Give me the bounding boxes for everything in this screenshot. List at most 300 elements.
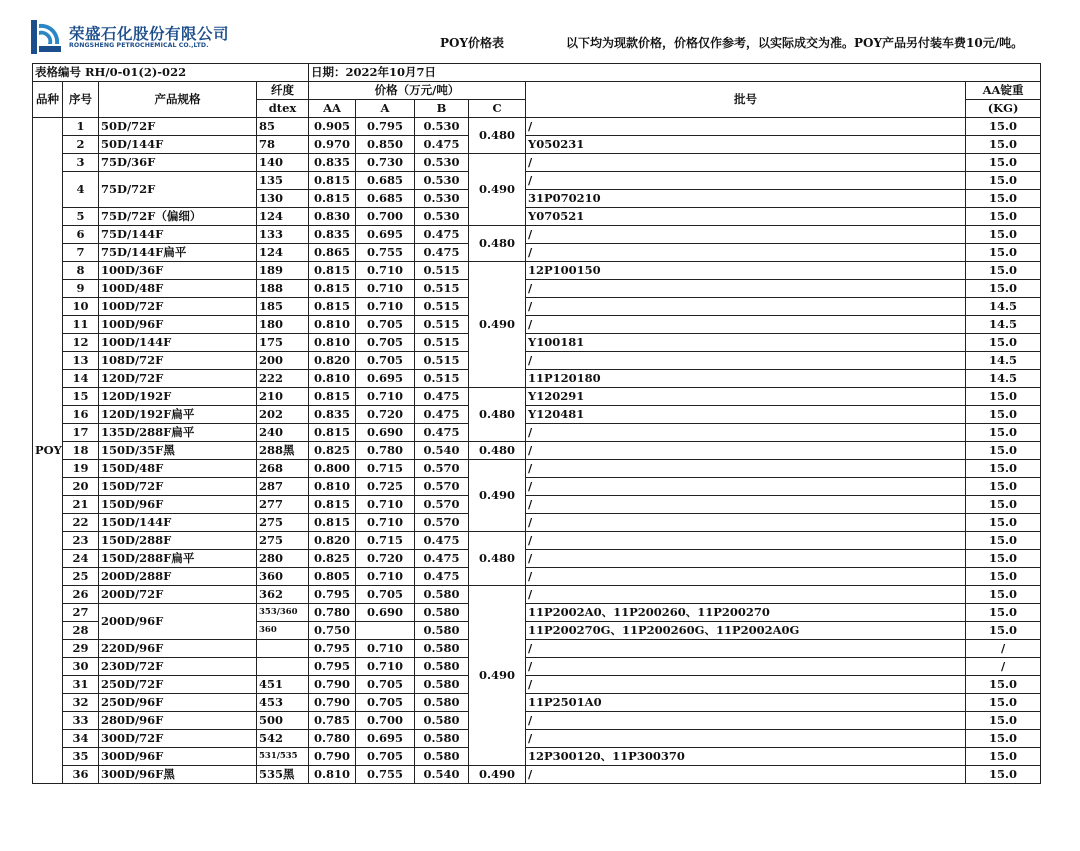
col-price: 价格（万元/吨） [309, 82, 526, 100]
price-a-cell: 0.705 [356, 748, 415, 766]
seq-cell: 32 [63, 694, 99, 712]
table-row [33, 658, 1041, 676]
weight-cell: 15.0 [966, 514, 1041, 532]
spec-cell: 75D/72F（偏细） [99, 208, 257, 226]
batch-cell: / [526, 442, 966, 460]
dtex-cell: 275 [257, 514, 309, 532]
price-aa-cell: 0.800 [309, 460, 356, 478]
spec-cell: 108D/72F [99, 352, 257, 370]
weight-cell: 15.0 [966, 532, 1041, 550]
price-a-cell: 0.685 [356, 190, 415, 208]
price-b-cell: 0.515 [415, 370, 469, 388]
batch-cell: / [526, 352, 966, 370]
dtex-cell: 140 [257, 154, 309, 172]
spec-cell: 120D/192F [99, 388, 257, 406]
seq-cell: 36 [63, 766, 99, 784]
table-row [33, 262, 1041, 280]
table-row [33, 172, 1041, 190]
weight-cell: 15.0 [966, 154, 1041, 172]
price-b-cell: 0.580 [415, 748, 469, 766]
price-a-cell: 0.720 [356, 550, 415, 568]
batch-cell: / [526, 460, 966, 478]
weight-cell: 15.0 [966, 460, 1041, 478]
price-b-cell: 0.515 [415, 280, 469, 298]
batch-cell: / [526, 280, 966, 298]
seq-cell: 33 [63, 712, 99, 730]
price-a-cell: 0.710 [356, 388, 415, 406]
seq-cell: 19 [63, 460, 99, 478]
spec-cell: 150D/72F [99, 478, 257, 496]
col-denier: 纤度 [257, 82, 309, 100]
company-name-en: RONGSHENG PETROCHEMICAL CO.,LTD. [69, 42, 209, 49]
batch-cell: Y070521 [526, 208, 966, 226]
weight-cell: 15.0 [966, 262, 1041, 280]
seq-cell: 4 [63, 172, 99, 208]
weight-cell: 15.0 [966, 766, 1041, 784]
dtex-cell: 353/360 [257, 604, 309, 622]
price-aa-cell: 0.810 [309, 766, 356, 784]
table-row [33, 604, 1041, 622]
spec-cell: 100D/96F [99, 316, 257, 334]
price-b-cell: 0.580 [415, 658, 469, 676]
price-b-cell: 0.475 [415, 136, 469, 154]
col-denier-unit: dtex [257, 100, 309, 118]
spec-cell: 150D/144F [99, 514, 257, 532]
price-b-cell: 0.475 [415, 550, 469, 568]
price-aa-cell: 0.750 [309, 622, 356, 640]
batch-cell: / [526, 478, 966, 496]
weight-cell: 15.0 [966, 712, 1041, 730]
batch-cell: / [526, 424, 966, 442]
price-a-cell: 0.700 [356, 208, 415, 226]
dtex-cell: 287 [257, 478, 309, 496]
table-row [33, 208, 1041, 226]
seq-cell: 23 [63, 532, 99, 550]
dtex-cell: 268 [257, 460, 309, 478]
seq-cell: 25 [63, 568, 99, 586]
dtex-cell [257, 658, 309, 676]
price-aa-cell: 0.835 [309, 154, 356, 172]
seq-cell: 20 [63, 478, 99, 496]
dtex-cell: 275 [257, 532, 309, 550]
price-a-cell: 0.850 [356, 136, 415, 154]
table-row [33, 316, 1041, 334]
price-a-cell: 0.755 [356, 244, 415, 262]
page-title: POY价格表 [440, 36, 505, 50]
weight-cell: 15.0 [966, 334, 1041, 352]
spec-cell: 300D/96F黑 [99, 766, 257, 784]
price-a-cell: 0.690 [356, 604, 415, 622]
table-row [33, 586, 1041, 604]
company-name-cn: 荣盛石化股份有限公司 [69, 25, 230, 43]
price-aa-cell: 0.780 [309, 604, 356, 622]
weight-cell: 15.0 [966, 442, 1041, 460]
price-b-cell: 0.530 [415, 172, 469, 190]
batch-cell: Y050231 [526, 136, 966, 154]
dtex-cell: 500 [257, 712, 309, 730]
col-weight: AA锭重 [966, 82, 1041, 100]
table-row [33, 478, 1041, 496]
table-row [33, 550, 1041, 568]
price-aa-cell: 0.835 [309, 406, 356, 424]
price-aa-cell: 0.795 [309, 640, 356, 658]
price-a-cell: 0.690 [356, 424, 415, 442]
price-notice: 以下均为现款价格，价格仅作参考，以实际成交为准。POY产品另付装车费10元/吨。 [566, 36, 1024, 50]
col-b: B [415, 100, 469, 118]
price-b-cell: 0.515 [415, 334, 469, 352]
price-b-cell: 0.580 [415, 676, 469, 694]
variety-cell: POY [33, 118, 63, 784]
price-b-cell: 0.580 [415, 694, 469, 712]
price-a-cell: 0.685 [356, 172, 415, 190]
price-a-cell: 0.710 [356, 514, 415, 532]
batch-cell: Y120291 [526, 388, 966, 406]
spec-cell: 150D/96F [99, 496, 257, 514]
price-c-cell: 0.490 [469, 766, 526, 784]
form-number: 表格编号 RH/0-01(2)-022 [33, 64, 309, 82]
spec-cell: 280D/96F [99, 712, 257, 730]
price-a-cell: 0.715 [356, 532, 415, 550]
dtex-cell: 288黑 [257, 442, 309, 460]
dtex-cell: 202 [257, 406, 309, 424]
batch-cell: / [526, 154, 966, 172]
weight-cell: 15.0 [966, 586, 1041, 604]
table-row [33, 388, 1041, 406]
batch-cell: 11P200270G、11P200260G、11P2002A0G [526, 622, 966, 640]
dtex-cell: 542 [257, 730, 309, 748]
form-info-row [33, 64, 1041, 82]
price-aa-cell: 0.780 [309, 730, 356, 748]
table-row [33, 748, 1041, 766]
price-aa-cell: 0.795 [309, 658, 356, 676]
price-a-cell [356, 622, 415, 640]
weight-cell: 15.0 [966, 478, 1041, 496]
price-a-cell: 0.710 [356, 280, 415, 298]
seq-cell: 18 [63, 442, 99, 460]
spec-cell: 50D/72F [99, 118, 257, 136]
price-aa-cell: 0.815 [309, 514, 356, 532]
col-variety: 品种 [33, 82, 63, 118]
price-c-cell: 0.480 [469, 442, 526, 460]
seq-cell: 8 [63, 262, 99, 280]
table-row [33, 712, 1041, 730]
price-a-cell: 0.710 [356, 658, 415, 676]
price-b-cell: 0.515 [415, 316, 469, 334]
price-table [32, 63, 1041, 784]
seq-cell: 30 [63, 658, 99, 676]
weight-cell: 15.0 [966, 622, 1041, 640]
price-aa-cell: 0.815 [309, 298, 356, 316]
seq-cell: 9 [63, 280, 99, 298]
dtex-cell: 130 [257, 190, 309, 208]
weight-cell: 15.0 [966, 694, 1041, 712]
price-aa-cell: 0.970 [309, 136, 356, 154]
batch-cell: / [526, 514, 966, 532]
seq-cell: 12 [63, 334, 99, 352]
price-a-cell: 0.780 [356, 442, 415, 460]
weight-cell: 15.0 [966, 424, 1041, 442]
price-aa-cell: 0.815 [309, 262, 356, 280]
dtex-cell: 222 [257, 370, 309, 388]
seq-cell: 31 [63, 676, 99, 694]
price-aa-cell: 0.810 [309, 478, 356, 496]
table-row [33, 496, 1041, 514]
price-a-cell: 0.705 [356, 694, 415, 712]
seq-cell: 29 [63, 640, 99, 658]
price-b-cell: 0.515 [415, 298, 469, 316]
seq-cell: 3 [63, 154, 99, 172]
dtex-cell: 360 [257, 568, 309, 586]
table-row [33, 298, 1041, 316]
price-b-cell: 0.475 [415, 532, 469, 550]
dtex-cell: 133 [257, 226, 309, 244]
price-aa-cell: 0.815 [309, 280, 356, 298]
table-row [33, 118, 1041, 136]
seq-cell: 14 [63, 370, 99, 388]
weight-cell: 15.0 [966, 388, 1041, 406]
spec-cell: 120D/72F [99, 370, 257, 388]
spec-cell: 150D/35F黑 [99, 442, 257, 460]
price-aa-cell: 0.810 [309, 334, 356, 352]
price-aa-cell: 0.790 [309, 676, 356, 694]
dtex-cell: 210 [257, 388, 309, 406]
seq-cell: 7 [63, 244, 99, 262]
price-aa-cell: 0.820 [309, 352, 356, 370]
price-b-cell: 0.530 [415, 208, 469, 226]
seq-cell: 10 [63, 298, 99, 316]
dtex-cell: 175 [257, 334, 309, 352]
dtex-cell: 451 [257, 676, 309, 694]
seq-cell: 26 [63, 586, 99, 604]
batch-cell: / [526, 676, 966, 694]
dtex-cell: 78 [257, 136, 309, 154]
seq-cell: 5 [63, 208, 99, 226]
weight-cell: 15.0 [966, 244, 1041, 262]
weight-cell: 15.0 [966, 748, 1041, 766]
price-aa-cell: 0.905 [309, 118, 356, 136]
seq-cell: 6 [63, 226, 99, 244]
weight-cell: 14.5 [966, 316, 1041, 334]
table-row [33, 766, 1041, 784]
batch-cell: Y100181 [526, 334, 966, 352]
table-row [33, 334, 1041, 352]
table-row [33, 514, 1041, 532]
dtex-cell: 185 [257, 298, 309, 316]
weight-cell: 15.0 [966, 280, 1041, 298]
spec-cell: 120D/192F扁平 [99, 406, 257, 424]
spec-cell: 75D/72F [99, 172, 257, 208]
price-aa-cell: 0.815 [309, 388, 356, 406]
batch-cell: / [526, 568, 966, 586]
price-b-cell: 0.515 [415, 262, 469, 280]
price-b-cell: 0.540 [415, 442, 469, 460]
price-a-cell: 0.755 [356, 766, 415, 784]
price-b-cell: 0.580 [415, 622, 469, 640]
seq-cell: 13 [63, 352, 99, 370]
seq-cell: 1 [63, 118, 99, 136]
batch-cell: / [526, 658, 966, 676]
batch-cell: / [526, 316, 966, 334]
price-a-cell: 0.710 [356, 568, 415, 586]
batch-cell: / [526, 496, 966, 514]
batch-cell: / [526, 226, 966, 244]
price-a-cell: 0.710 [356, 496, 415, 514]
table-row [33, 568, 1041, 586]
batch-cell: 12P100150 [526, 262, 966, 280]
col-batch: 批号 [526, 82, 966, 118]
price-b-cell: 0.580 [415, 640, 469, 658]
dtex-cell: 360 [257, 622, 309, 640]
seq-cell: 27 [63, 604, 99, 622]
price-a-cell: 0.705 [356, 334, 415, 352]
spec-cell: 220D/96F [99, 640, 257, 658]
col-seq: 序号 [63, 82, 99, 118]
batch-cell: 11P120180 [526, 370, 966, 388]
seq-cell: 22 [63, 514, 99, 532]
spec-cell: 100D/144F [99, 334, 257, 352]
batch-cell: 11P2501A0 [526, 694, 966, 712]
weight-cell: 15.0 [966, 550, 1041, 568]
form-date: 日期：2022年10月7日 [309, 64, 1041, 82]
dtex-cell: 280 [257, 550, 309, 568]
weight-cell: / [966, 658, 1041, 676]
price-b-cell: 0.475 [415, 424, 469, 442]
scan-gap [98, 784, 208, 792]
seq-cell: 21 [63, 496, 99, 514]
col-c: C [469, 100, 526, 118]
price-b-cell: 0.580 [415, 586, 469, 604]
price-a-cell: 0.730 [356, 154, 415, 172]
dtex-cell: 362 [257, 586, 309, 604]
batch-cell: 12P300120、11P300370 [526, 748, 966, 766]
spec-cell: 150D/288F扁平 [99, 550, 257, 568]
table-row [33, 442, 1041, 460]
table-row [33, 460, 1041, 478]
dtex-cell: 535黑 [257, 766, 309, 784]
dtex-cell: 85 [257, 118, 309, 136]
weight-cell: 14.5 [966, 352, 1041, 370]
price-c-cell: 0.480 [469, 118, 526, 154]
price-aa-cell: 0.815 [309, 190, 356, 208]
table-row [33, 154, 1041, 172]
price-b-cell: 0.570 [415, 478, 469, 496]
price-aa-cell: 0.795 [309, 586, 356, 604]
dtex-cell: 135 [257, 172, 309, 190]
price-b-cell: 0.580 [415, 730, 469, 748]
price-c-cell: 0.490 [469, 154, 526, 226]
spec-cell: 75D/144F扁平 [99, 244, 257, 262]
weight-cell: 15.0 [966, 136, 1041, 154]
weight-cell: 15.0 [966, 208, 1041, 226]
weight-cell: 15.0 [966, 676, 1041, 694]
table-row [33, 640, 1041, 658]
batch-cell: / [526, 730, 966, 748]
batch-cell: / [526, 712, 966, 730]
price-aa-cell: 0.785 [309, 712, 356, 730]
spec-cell: 230D/72F [99, 658, 257, 676]
price-c-cell: 0.490 [469, 460, 526, 532]
price-b-cell: 0.580 [415, 712, 469, 730]
seq-cell: 34 [63, 730, 99, 748]
price-b-cell: 0.580 [415, 604, 469, 622]
price-a-cell: 0.705 [356, 352, 415, 370]
price-b-cell: 0.475 [415, 244, 469, 262]
price-c-cell: 0.490 [469, 262, 526, 388]
dtex-cell: 531/535 [257, 748, 309, 766]
price-aa-cell: 0.835 [309, 226, 356, 244]
table-row [33, 730, 1041, 748]
spec-cell: 135D/288F扁平 [99, 424, 257, 442]
seq-cell: 28 [63, 622, 99, 640]
spec-cell: 75D/36F [99, 154, 257, 172]
dtex-cell: 188 [257, 280, 309, 298]
weight-cell: 15.0 [966, 568, 1041, 586]
seq-cell: 24 [63, 550, 99, 568]
spec-cell: 250D/72F [99, 676, 257, 694]
price-aa-cell: 0.830 [309, 208, 356, 226]
spec-cell: 200D/288F [99, 568, 257, 586]
batch-cell: / [526, 586, 966, 604]
col-weight-unit: (KG) [966, 100, 1041, 118]
weight-cell: / [966, 640, 1041, 658]
table-row [33, 406, 1041, 424]
price-a-cell: 0.710 [356, 262, 415, 280]
price-b-cell: 0.540 [415, 766, 469, 784]
dtex-cell: 180 [257, 316, 309, 334]
batch-cell: / [526, 532, 966, 550]
price-b-cell: 0.530 [415, 118, 469, 136]
dtex-cell: 277 [257, 496, 309, 514]
spec-cell: 100D/48F [99, 280, 257, 298]
spec-cell: 200D/96F [99, 604, 257, 640]
price-c-cell: 0.480 [469, 226, 526, 262]
dtex-cell: 240 [257, 424, 309, 442]
price-a-cell: 0.705 [356, 676, 415, 694]
table-row [33, 226, 1041, 244]
price-aa-cell: 0.815 [309, 172, 356, 190]
seq-cell: 17 [63, 424, 99, 442]
price-c-cell: 0.480 [469, 388, 526, 442]
price-aa-cell: 0.790 [309, 748, 356, 766]
dtex-cell: 124 [257, 208, 309, 226]
company-logo [31, 20, 230, 54]
batch-cell: Y120481 [526, 406, 966, 424]
spec-cell: 300D/72F [99, 730, 257, 748]
price-aa-cell: 0.790 [309, 694, 356, 712]
seq-cell: 35 [63, 748, 99, 766]
price-b-cell: 0.570 [415, 514, 469, 532]
price-aa-cell: 0.825 [309, 442, 356, 460]
spec-cell: 150D/288F [99, 532, 257, 550]
spec-cell: 50D/144F [99, 136, 257, 154]
weight-cell: 15.0 [966, 604, 1041, 622]
seq-cell: 16 [63, 406, 99, 424]
price-aa-cell: 0.805 [309, 568, 356, 586]
price-a-cell: 0.700 [356, 712, 415, 730]
batch-cell: / [526, 118, 966, 136]
price-a-cell: 0.720 [356, 406, 415, 424]
dtex-cell [257, 640, 309, 658]
price-c-cell: 0.490 [469, 586, 526, 766]
batch-cell: / [526, 766, 966, 784]
dtex-cell: 200 [257, 352, 309, 370]
price-a-cell: 0.710 [356, 640, 415, 658]
table-row [33, 352, 1041, 370]
price-a-cell: 0.695 [356, 370, 415, 388]
price-b-cell: 0.515 [415, 352, 469, 370]
batch-cell: 11P2002A0、11P200260、11P200270 [526, 604, 966, 622]
spec-cell: 250D/96F [99, 694, 257, 712]
